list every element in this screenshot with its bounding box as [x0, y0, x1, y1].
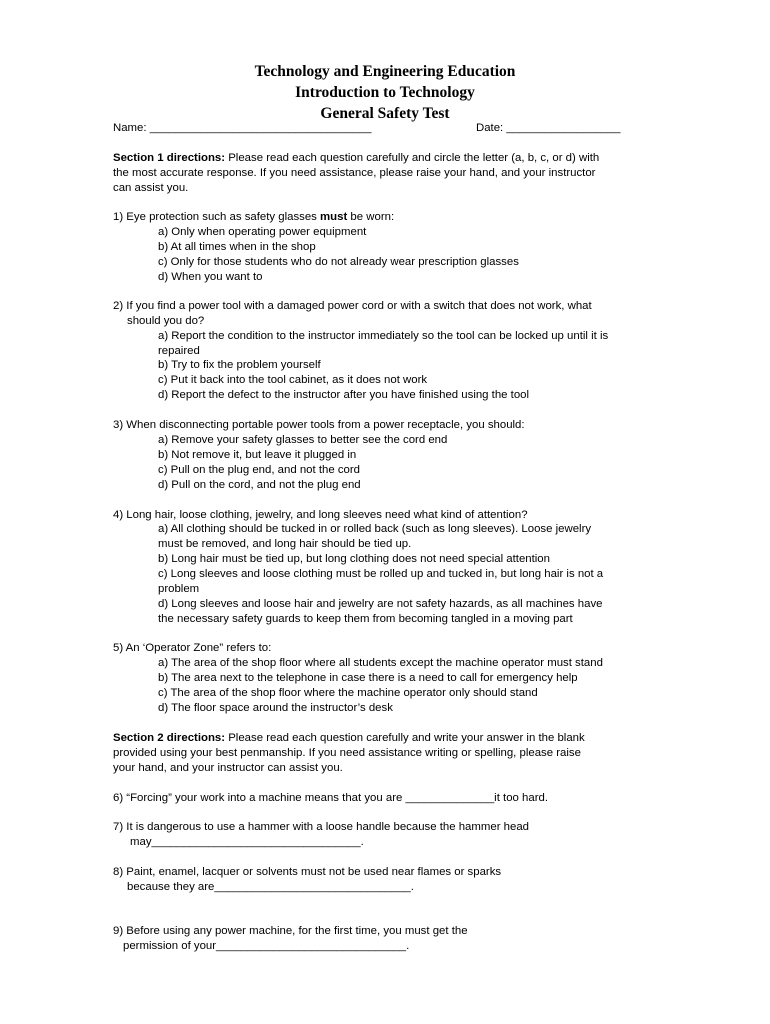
- question-4-option-b[interactable]: b) Long hair must be tied up, but long clothing does not need special attention: [158, 553, 550, 565]
- question-4-option-a[interactable]: must be removed, and long hair should be tied up.: [158, 538, 412, 550]
- question-1-stem-text: be worn:: [347, 211, 395, 223]
- section1-directions-line: the most accurate response. If you need assistance, please raise your hand, and your instructor: [113, 167, 596, 179]
- name-field[interactable]: Name: ___________________________________: [113, 122, 372, 134]
- section2-heading: Section 2 directions:: [113, 732, 226, 744]
- question-3-stem: 3) When disconnecting portable power tools from a power receptacle, you should:: [113, 419, 525, 431]
- question-2-option-b[interactable]: b) Try to fix the problem yourself: [158, 359, 321, 371]
- question-4-option-c[interactable]: problem: [158, 583, 200, 595]
- question-4-option-d[interactable]: the necessary safety guards to keep them from becoming tangled in a moving part: [158, 613, 573, 625]
- question-1-emphasis: must: [320, 211, 348, 223]
- question-1-stem-text: 1) Eye protection such as safety glasses: [113, 211, 321, 223]
- question-1-option-b[interactable]: b) At all times when in the shop: [158, 241, 316, 253]
- section2-directions-text: Please read each question carefully and write your answer in the blank: [225, 732, 585, 744]
- question-2-option-a[interactable]: a) Report the condition to the instructor immediately so the tool can be locked up until it is: [158, 330, 609, 342]
- question-4-option-d[interactable]: d) Long sleeves and loose hair and jewelry are not safety hazards, as all machines have: [158, 598, 603, 610]
- section1-directions-line: can assist you.: [113, 182, 189, 194]
- question-1-stem: [113, 210, 394, 225]
- section2-directions-line: [113, 731, 585, 746]
- title-line-3: General Safety Test: [320, 105, 450, 122]
- question-2-stem: 2) If you find a power tool with a damaged power cord or with a switch that does not work, what: [113, 300, 592, 312]
- question-4-option-a[interactable]: a) All clothing should be tucked in or rolled back (such as long sleeves). Loose jewelry: [158, 523, 592, 535]
- question-9-fill-in[interactable]: permission of your______________________________.: [123, 940, 410, 952]
- date-field[interactable]: Date: __________________: [476, 122, 621, 134]
- section1-directions-line: [113, 151, 599, 166]
- question-8-fill-in[interactable]: because they are_______________________________.: [127, 881, 414, 893]
- question-9-stem: 9) Before using any power machine, for the first time, you must get the: [113, 925, 468, 937]
- question-2-option-c[interactable]: c) Put it back into the tool cabinet, as it does not work: [158, 374, 428, 386]
- question-2-stem: should you do?: [127, 315, 205, 327]
- section2-directions-line: your hand, and your instructor can assist you.: [113, 762, 343, 774]
- question-5-option-d[interactable]: d) The floor space around the instructor’s desk: [158, 702, 393, 714]
- question-3-option-b[interactable]: b) Not remove it, but leave it plugged in: [158, 449, 357, 461]
- question-3-option-a[interactable]: a) Remove your safety glasses to better see the cord end: [158, 434, 448, 446]
- question-6-fill-in[interactable]: 6) “Forcing” your work into a machine means that you are ______________it too hard.: [113, 792, 548, 804]
- title-line-2: Introduction to Technology: [295, 84, 475, 101]
- question-5-option-a[interactable]: a) The area of the shop floor where all students except the machine operator must stand: [158, 657, 603, 669]
- question-1-option-a[interactable]: a) Only when operating power equipment: [158, 226, 367, 238]
- question-1-option-c[interactable]: c) Only for those students who do not already wear prescription glasses: [158, 256, 519, 268]
- document-title: [0, 61, 770, 124]
- question-5-stem: 5) An ‘Operator Zone” refers to:: [113, 642, 272, 654]
- question-8-stem: 8) Paint, enamel, lacquer or solvents must not be used near flames or sparks: [113, 866, 502, 878]
- question-5-option-b[interactable]: b) The area next to the telephone in case there is a need to call for emergency help: [158, 672, 578, 684]
- question-7-fill-in[interactable]: may_________________________________.: [130, 836, 364, 848]
- title-line-1: Technology and Engineering Education: [254, 63, 516, 80]
- section1-directions-text: Please read each question carefully and circle the letter (a, b, c, or d) with: [225, 152, 600, 164]
- question-3-option-c[interactable]: c) Pull on the plug end, and not the cord: [158, 464, 361, 476]
- section1-heading: Section 1 directions:: [113, 152, 226, 164]
- question-2-option-a[interactable]: repaired: [158, 345, 200, 357]
- question-4-stem: 4) Long hair, loose clothing, jewelry, and long sleeves need what kind of attention?: [113, 509, 528, 521]
- question-3-option-d[interactable]: d) Pull on the cord, and not the plug end: [158, 479, 361, 491]
- question-4-option-c[interactable]: c) Long sleeves and loose clothing must be rolled up and tucked in, but long hair is not a: [158, 568, 604, 580]
- question-1-option-d[interactable]: d) When you want to: [158, 271, 263, 283]
- section2-directions-line: provided using your best penmanship. If you need assistance writing or spelling, please raise: [113, 747, 581, 759]
- question-2-option-d[interactable]: d) Report the defect to the instructor after you have finished using the tool: [158, 389, 530, 401]
- question-7-stem: 7) It is dangerous to use a hammer with a loose handle because the hammer head: [113, 821, 530, 833]
- question-5-option-c[interactable]: c) The area of the shop floor where the machine operator only should stand: [158, 687, 538, 699]
